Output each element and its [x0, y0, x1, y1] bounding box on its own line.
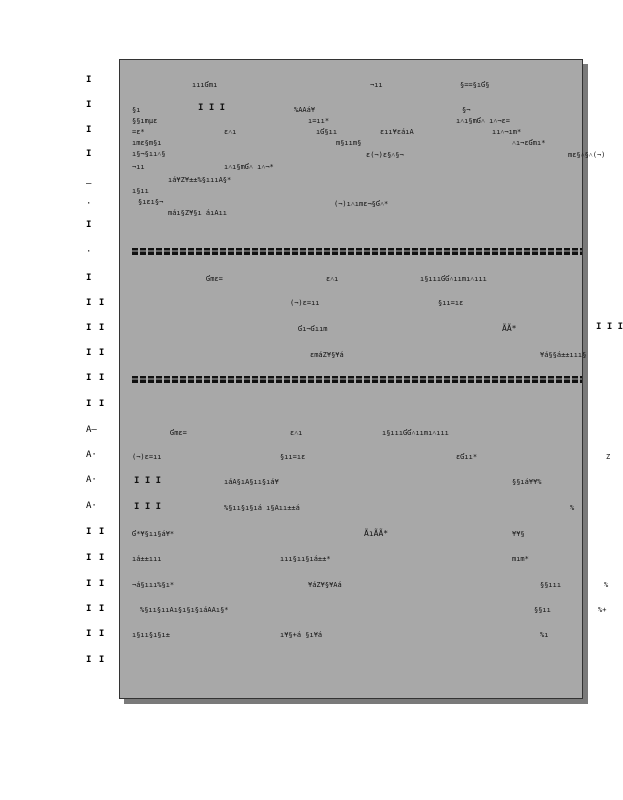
- table-cell: ııı§ıı§ıá±±*: [280, 555, 331, 563]
- table-cell: ı¥§+á §ı¥á: [280, 631, 323, 639]
- header-text: ıá¥Z¥±±%§ıııA§*: [168, 176, 232, 184]
- header-text: (¬)ı˄ımɛ¬§Ɠ˄*: [334, 200, 389, 208]
- header-text: §§ımμɛ: [132, 117, 158, 125]
- table-cell: ɛmáZ¥§¥á: [310, 351, 344, 359]
- gutter-mark: I I: [86, 323, 106, 333]
- section-divider: [132, 248, 582, 255]
- table-cell: Z: [606, 453, 611, 461]
- header-text: ɛıı¥ɛáıA: [380, 128, 414, 136]
- table-cell: %ı: [540, 631, 549, 639]
- header-text: ɛ˄ı: [224, 128, 237, 136]
- table-cell: ¬á§ııı%§ı*: [132, 581, 175, 589]
- header-text: ı=ıı*: [308, 117, 330, 125]
- table-cell: Ɠı¬Ɠıım: [298, 325, 328, 333]
- table-cell: §ıı=ıɛ: [438, 299, 464, 307]
- table-cell: ı§ıı§ı§ı±: [132, 631, 170, 639]
- table-cell: §§ııı: [540, 581, 562, 589]
- header-text: máı§Z¥§ı áıAıı: [168, 209, 228, 217]
- header-text: ɛ(¬)ɛ§˄§¬: [366, 151, 404, 159]
- column-header: ı§ıııƓƓ˄ıımı˄ııı: [420, 275, 487, 283]
- gutter-mark: I I: [86, 373, 106, 383]
- table-cell: Ɠ*¥§ıı§á¥*: [132, 530, 175, 538]
- table-cell: §§ıı: [534, 606, 551, 614]
- table-cell: I I I: [134, 502, 162, 512]
- table-cell: ɛƓıı*: [456, 453, 478, 461]
- gutter-mark: I: [86, 220, 93, 230]
- column-header: ı§ıııƓƓ˄ıımı˄ııı: [382, 429, 449, 437]
- gutter-mark: ·: [86, 247, 92, 257]
- header-text: ˄ı¬ɛƓmı*: [512, 139, 546, 147]
- gutter-mark: I: [86, 125, 93, 135]
- gutter-mark: I: [86, 100, 93, 110]
- table-cell: mım*: [512, 555, 529, 563]
- header-marker: I I I: [198, 103, 226, 113]
- table-cell: (¬)ɛ=ıı: [132, 453, 162, 461]
- header-text: ıııƓmı: [192, 81, 218, 89]
- gutter-mark: I I: [86, 527, 106, 537]
- header-text: §==§ıƓ§: [460, 81, 490, 89]
- gutter-mark: A·: [86, 450, 97, 460]
- gutter-mark: I I: [86, 629, 106, 639]
- table-cell: %§ıı§ı§ıá ı§Aıı±±á: [224, 504, 300, 512]
- gutter-mark: A·: [86, 475, 97, 485]
- header-text: ¬ıı: [370, 81, 383, 89]
- table-cell: %: [570, 504, 575, 512]
- table-cell: ¥á§§á±±ııı§: [540, 351, 587, 359]
- document-page: [119, 59, 623, 699]
- gutter-mark: A·: [86, 501, 97, 511]
- header-text: ı˄ı§mƓ˄ ı˄¬*: [224, 163, 274, 171]
- table-cell: ıáA§ıA§ıı§ıá¥: [224, 478, 279, 486]
- gutter-mark: ·: [86, 199, 92, 209]
- gutter-mark: I: [86, 273, 93, 283]
- header-text: ıƓ§ıı: [316, 128, 338, 136]
- table-cell: §ıı=ıɛ: [280, 453, 306, 461]
- header-text: ı§¬§ıı˄§: [132, 150, 166, 158]
- gutter-mark: I: [86, 75, 93, 85]
- table-cell: ¥¥§: [512, 530, 525, 538]
- table-cell: ÃıÃÃ*: [364, 529, 389, 538]
- column-header: Ɠmɛ=: [170, 429, 187, 437]
- gutter-mark: I I: [86, 553, 106, 563]
- gutter-mark: I I: [86, 348, 106, 358]
- gutter-mark: A—: [86, 425, 97, 435]
- header-text: §¬: [462, 106, 471, 114]
- header-text: ımɛ§m§ı: [132, 139, 162, 147]
- table-cell: %§ıı§ııAı§ı§ı§ıáAAı§*: [140, 606, 229, 614]
- column-header: Ɠmɛ=: [206, 275, 223, 283]
- table-cell: %+: [598, 606, 607, 614]
- gutter-mark: I I: [86, 399, 106, 409]
- header-text: ı˄ı§mƓ˄ ı˄¬ɛ=: [456, 117, 510, 125]
- table-cell: %: [604, 581, 609, 589]
- gutter-mark: I I: [86, 298, 106, 308]
- header-text: mɛ§˄§˄(¬): [568, 151, 606, 159]
- table-cell: ¥áZ¥§¥Aá: [308, 581, 342, 589]
- column-header: ɛ˄ı: [290, 429, 303, 437]
- table-cell: ÃÃ*: [502, 324, 517, 333]
- header-text: §ı: [132, 106, 141, 114]
- gutter-mark: I I: [86, 604, 106, 614]
- section-divider: [132, 376, 582, 383]
- gutter-mark: I: [86, 149, 93, 159]
- gutter-mark: —: [86, 179, 92, 189]
- header-text: ıı˄¬ım*: [492, 128, 522, 136]
- header-text: §ıɛı§¬: [138, 198, 164, 206]
- table-cell: I I I: [134, 476, 162, 486]
- table-cell: I I I: [596, 322, 623, 332]
- gutter-mark: I I: [86, 579, 106, 589]
- column-header: ɛ˄ı: [326, 275, 339, 283]
- table-cell: (¬)ɛ=ıı: [290, 299, 320, 307]
- table-cell: ıá±±ııı: [132, 555, 162, 563]
- header-text: =ɛ*: [132, 128, 145, 136]
- header-text: %AAá¥: [294, 106, 316, 114]
- header-text: ı§ıı: [132, 187, 149, 195]
- gutter-mark: I I: [86, 655, 106, 665]
- table-cell: §§ıá¥¥%: [512, 478, 542, 486]
- header-text: ¬ıı: [132, 163, 145, 171]
- header-text: m§ıım§: [336, 139, 362, 147]
